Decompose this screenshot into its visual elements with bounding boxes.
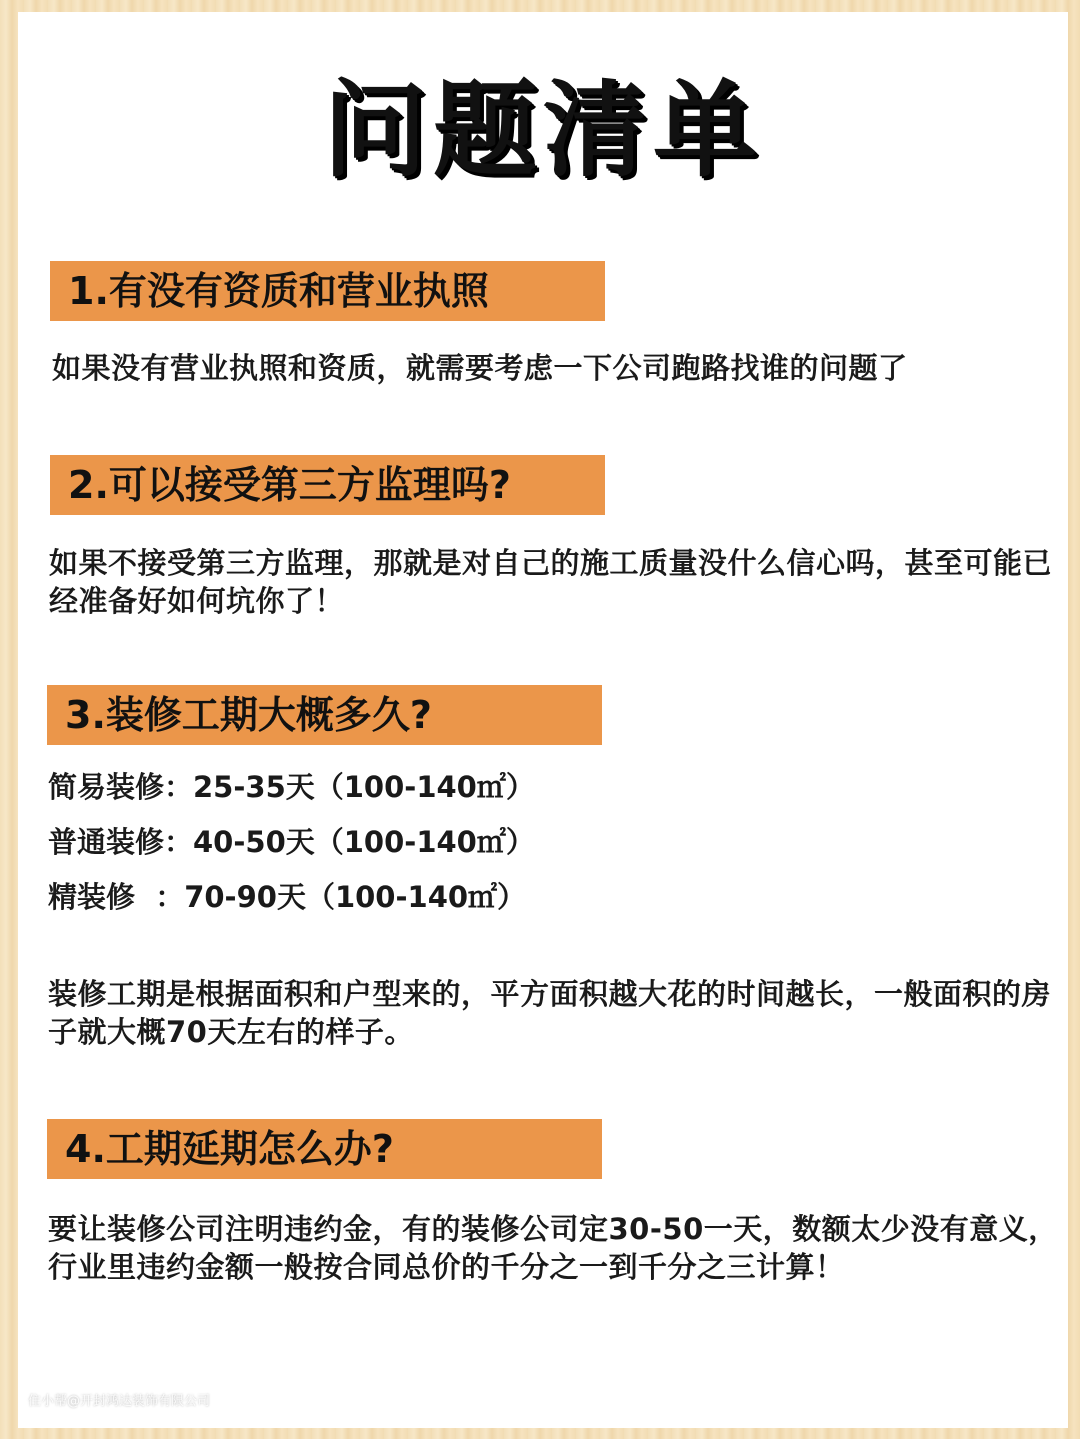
duration-line-standard: 普通装修：40-50天（100-140㎡）	[48, 825, 535, 859]
content-card	[18, 12, 1068, 1428]
watermark: 住小帮@开封鸿达装饰有限公司	[28, 1394, 211, 1409]
section-heading-3: 3.装修工期大概多久?	[47, 685, 602, 745]
page-title: 问题清单	[322, 69, 763, 191]
section-heading-4: 4.工期延期怎么办?	[47, 1119, 602, 1179]
section-body-2: 如果不接受第三方监理，那就是对自己的施工质量没什么信心吗，甚至可能已经准备好如何坑你了！	[49, 546, 1053, 618]
section-body-4: 要让装修公司注明违约金，有的装修公司定30-50一天，数额太少没有意义，行业里违约金额一般按合同总价的千分之一到千分之三计算！	[48, 1212, 1058, 1284]
section-heading-2: 2.可以接受第三方监理吗?	[50, 455, 605, 515]
duration-line-fine: 精装修 ：70-90天（100-140㎡）	[48, 880, 527, 914]
section-body-1: 如果没有营业执照和资质，就需要考虑一下公司跑路找谁的问题了	[52, 351, 908, 385]
section-body-3: 装修工期是根据面积和户型来的，平方面积越大花的时间越长，一般面积的房子就大概70天左右的样子。	[48, 977, 1052, 1049]
duration-line-simple: 简易装修：25-35天（100-140㎡）	[48, 770, 535, 804]
section-heading-1: 1.有没有资质和营业执照	[50, 261, 605, 321]
